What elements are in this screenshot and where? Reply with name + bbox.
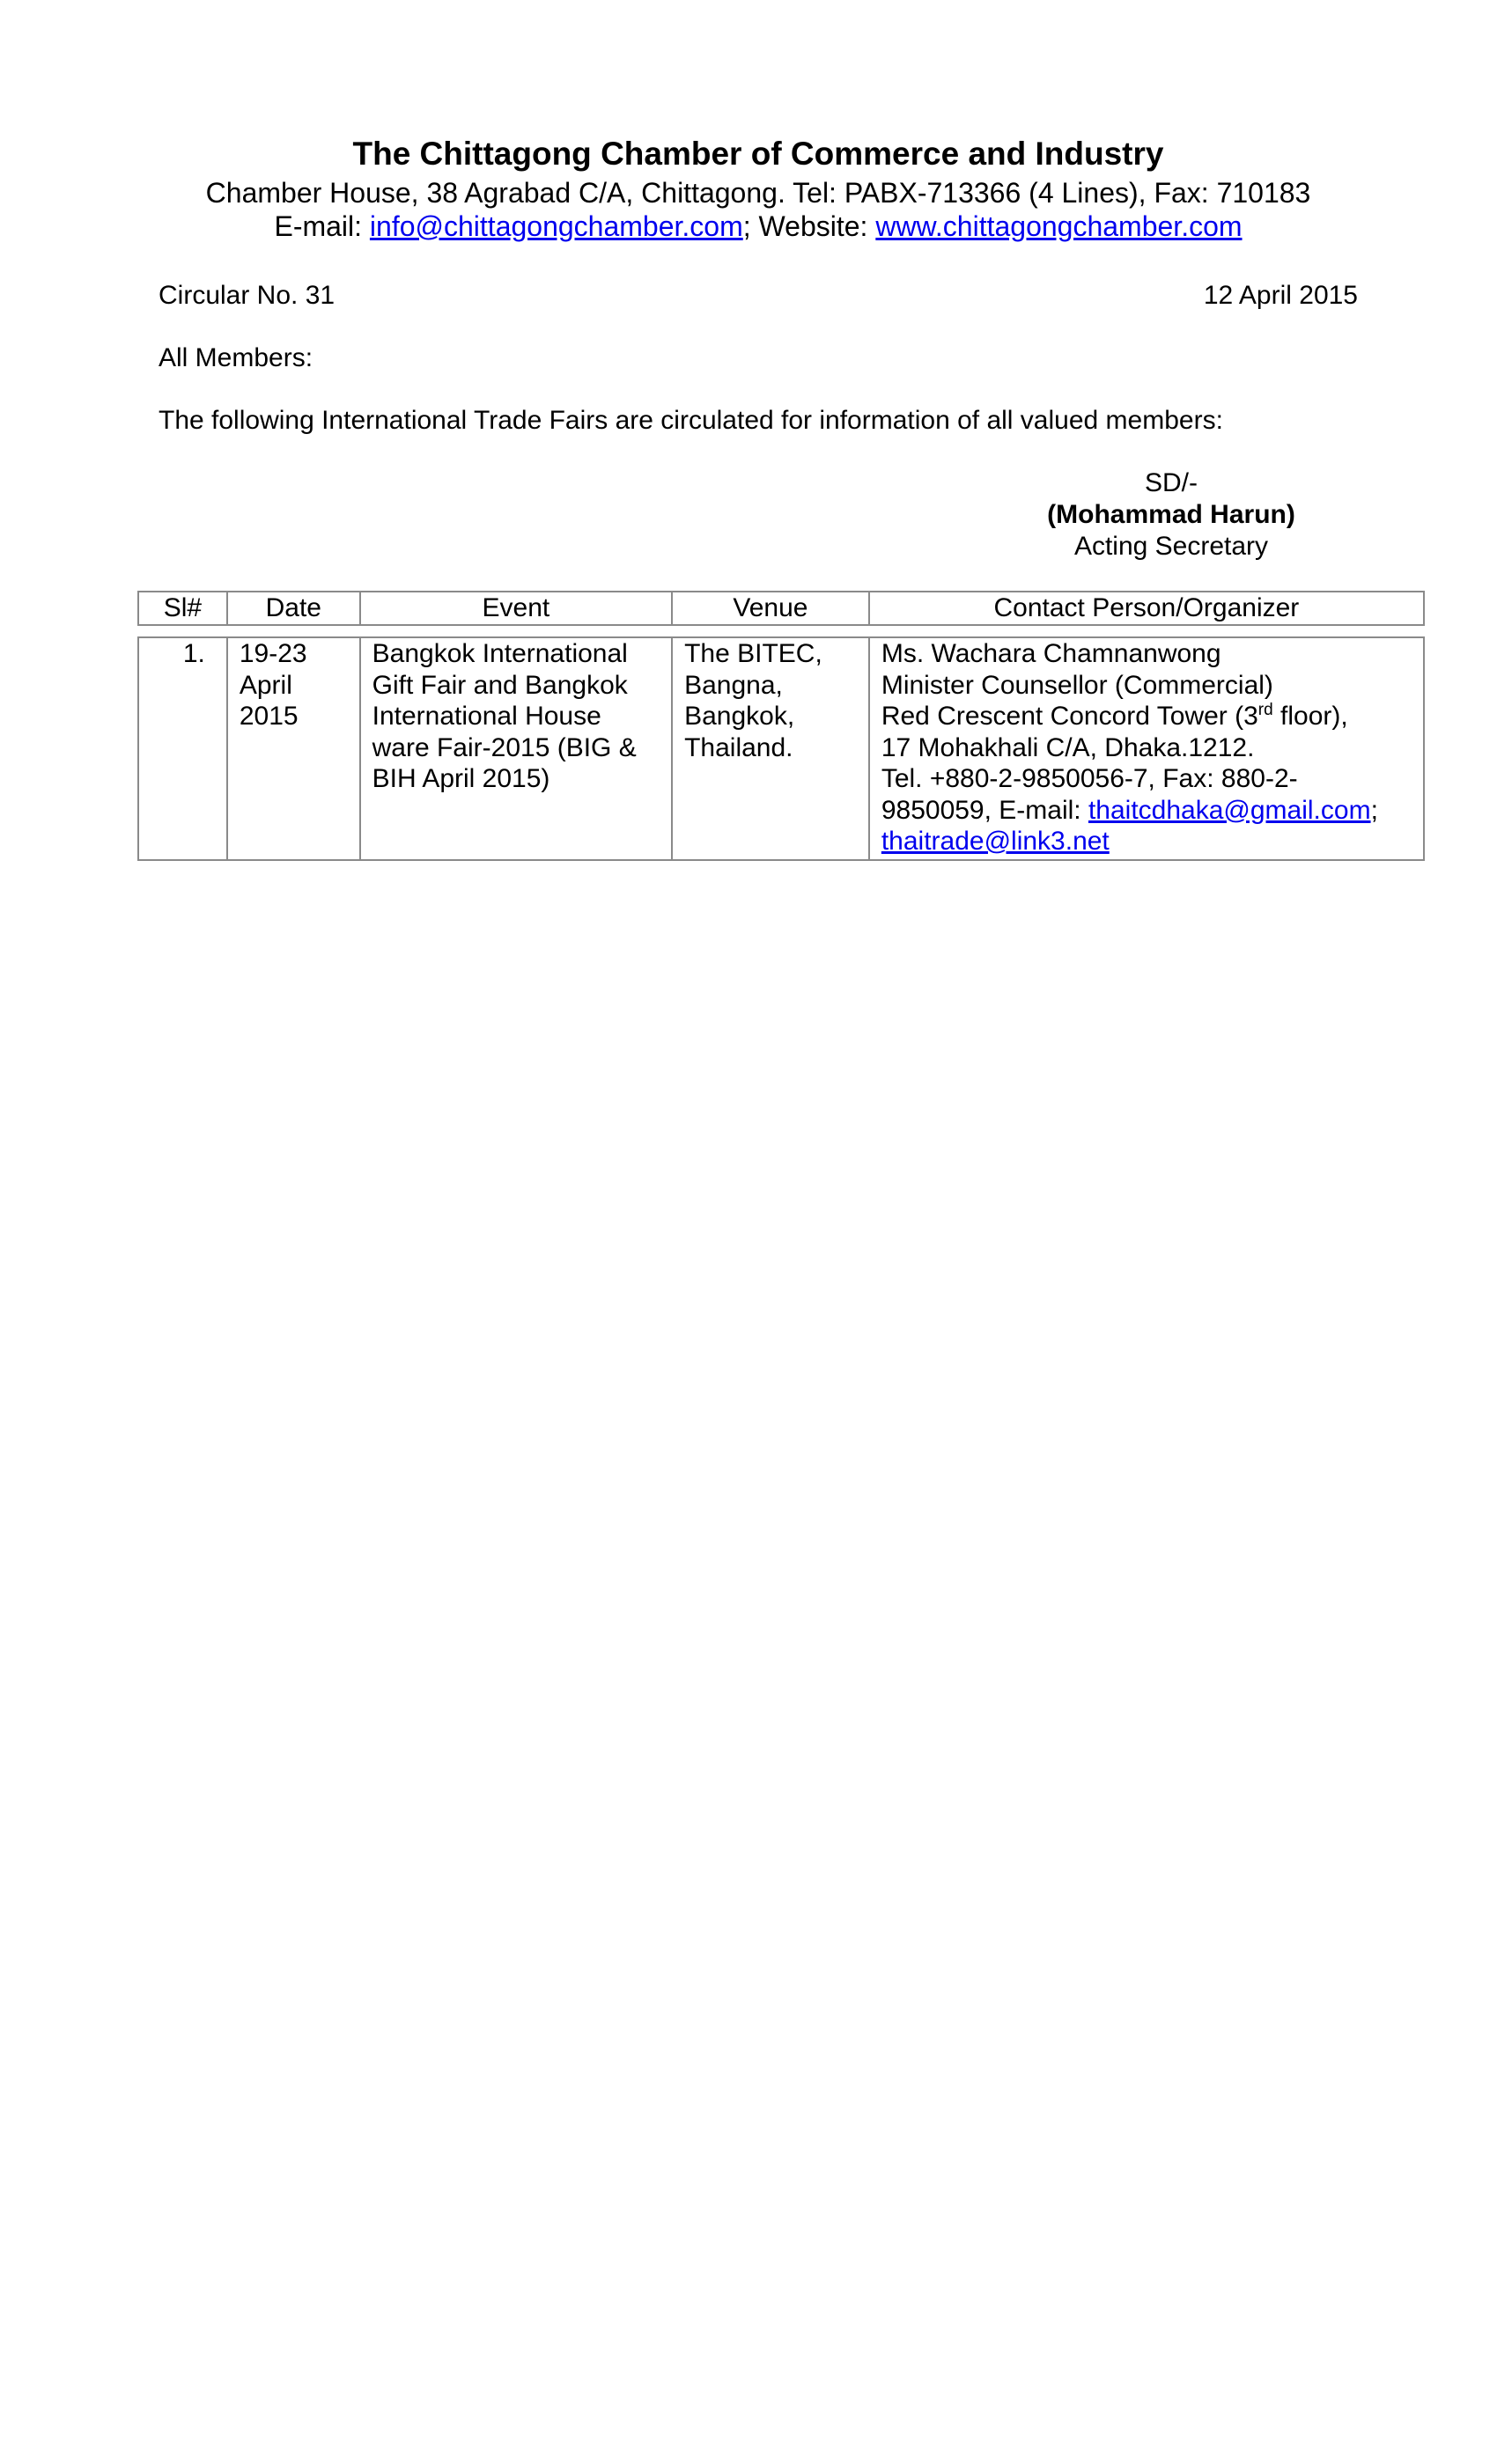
salutation: All Members:: [159, 343, 313, 372]
date-line: 19-23: [239, 639, 307, 668]
column-header-sl: Sl#: [138, 592, 227, 625]
cell-date: [227, 637, 360, 860]
venue-line: Bangna,: [684, 670, 783, 700]
signatory-name: (Mohammad Harun): [1047, 500, 1295, 529]
phone-text: 9850059, E-mail:: [881, 795, 1088, 825]
signatory-designation: Acting Secretary: [1073, 532, 1269, 561]
column-header-date: Date: [227, 592, 360, 625]
contact-name: Ms. Wachara Chamnanwong: [881, 639, 1221, 668]
address-text: Red Crescent Concord Tower (3: [881, 702, 1258, 731]
organization-address: Chamber House, 38 Agrabad C/A, Chittagong. Tel: PABX-713366 (4 Lines), Fax: 710183: [205, 177, 1311, 209]
circular-date: 12 April 2015: [1203, 281, 1358, 310]
column-header-venue: Venue: [672, 592, 869, 625]
trade-fair-table-header: [137, 591, 1425, 626]
venue-line: The BITEC,: [684, 639, 822, 668]
cell-event: [360, 637, 672, 860]
event-line: International House: [372, 702, 601, 731]
signature-sd: SD/-: [1145, 468, 1198, 497]
header-row: [138, 592, 1424, 625]
date-line: April: [239, 670, 292, 700]
contact-address-line2: 17 Mohakhali C/A, Dhaka.1212.: [881, 732, 1255, 762]
circular-number: Circular No. 31: [159, 281, 336, 310]
contact-address: [881, 701, 1423, 732]
contact-email2-line: [881, 826, 1423, 857]
trade-fair-table: [137, 636, 1425, 861]
contact-phone: Tel. +880-2-9850056-7, Fax: 880-2-: [881, 764, 1298, 793]
contact-email2-link[interactable]: thaitrade@link3.net: [881, 827, 1110, 856]
cell-sl: 1.: [138, 637, 227, 860]
organization-email-link[interactable]: info@chittagongchamber.com: [369, 210, 743, 242]
event-line: ware Fair-2015 (BIG &: [372, 732, 637, 762]
venue-line: Thailand.: [684, 732, 793, 762]
date-line: 2015: [239, 702, 299, 731]
contact-phone-email: [881, 795, 1423, 827]
email-separator: ;: [1370, 795, 1378, 825]
floor-superscript: rd: [1257, 701, 1273, 719]
event-line: Gift Fair and Bangkok: [372, 670, 628, 700]
venue-line: Bangkok,: [684, 702, 795, 731]
column-header-contact: Contact Person/Organizer: [869, 592, 1424, 625]
contact-email-link[interactable]: thaitcdhaka@gmail.com: [1088, 795, 1371, 825]
column-header-event: Event: [360, 592, 672, 625]
organization-contact-line: [0, 210, 1497, 243]
intro-paragraph: The following International Trade Fairs are circulated for information of all valued members:: [159, 406, 1223, 435]
website-label: ; Website:: [742, 210, 876, 242]
cell-venue: [672, 637, 869, 860]
event-line: Bangkok International: [372, 639, 628, 668]
event-line: BIH April 2015): [372, 764, 550, 793]
organization-title: The Chittagong Chamber of Commerce and Industry: [352, 136, 1164, 172]
cell-contact: [869, 637, 1424, 860]
organization-website-link[interactable]: www.chittagongchamber.com: [875, 210, 1243, 242]
contact-title: Minister Counsellor (Commercial): [881, 670, 1273, 700]
table-row: [138, 637, 1424, 860]
email-label: E-mail:: [274, 210, 370, 242]
address-text: floor),: [1272, 702, 1348, 731]
